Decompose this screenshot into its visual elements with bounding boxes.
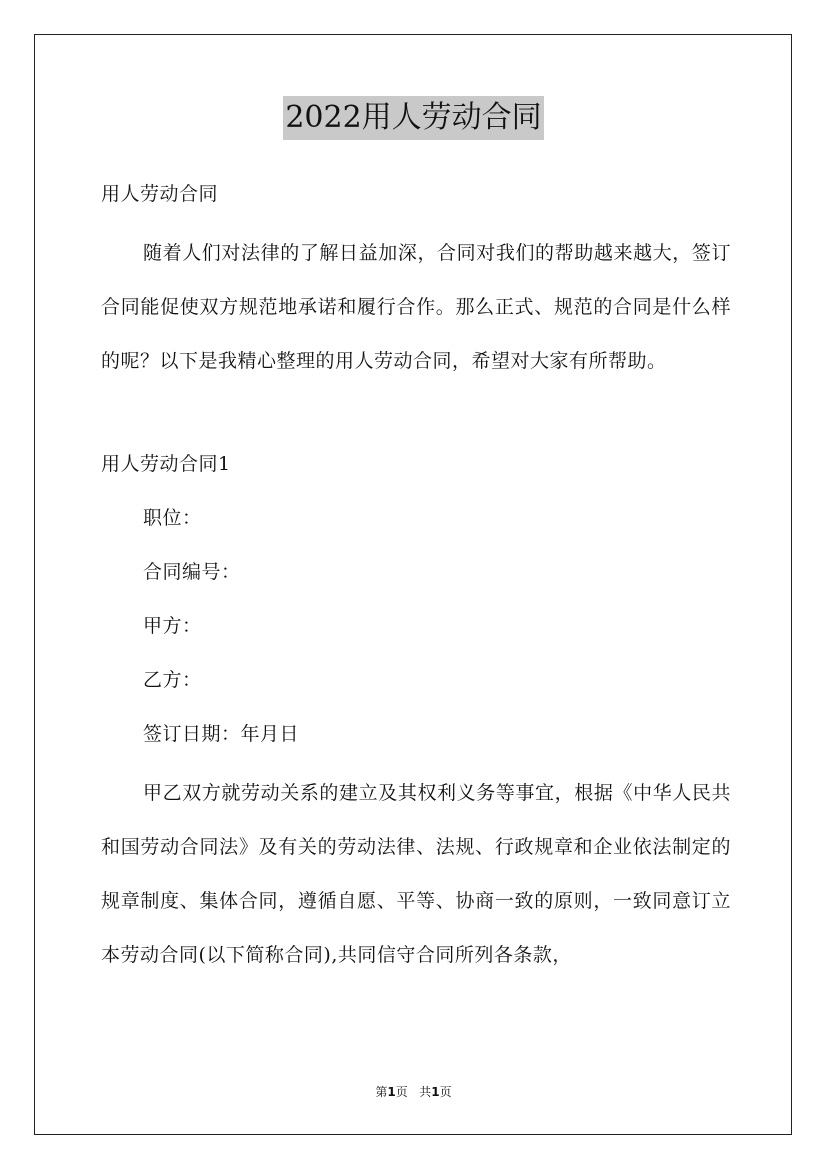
paragraph-gap (101, 388, 731, 442)
footer-total-prefix: 共 (419, 1085, 432, 1099)
footer-page-number: 1 (387, 1085, 396, 1099)
intro-paragraph: 随着人们对法律的了解日益加深，合同对我们的帮助越来越大，签订合同能促使双方规范地承诺和履行合作。那么正式、规范的合同是什么样的呢？以下是我精心整理的用人劳动合同，希望对大家有所帮助。 (101, 242, 731, 372)
position-field: 职位： (143, 507, 202, 529)
document-subtitle: 用人劳动合同 (101, 183, 219, 205)
title-container (0, 96, 827, 140)
footer-page-suffix: 页 (395, 1085, 408, 1099)
document-body (101, 172, 731, 982)
contract-number-field: 合同编号： (143, 561, 241, 583)
footer-total-suffix: 页 (439, 1085, 452, 1099)
section-heading: 用人劳动合同1 (101, 453, 231, 475)
page-footer (0, 1083, 827, 1100)
footer-total-pages: 1 (431, 1085, 440, 1099)
document-title: 2022用人劳动合同 (283, 96, 543, 140)
body-paragraph: 甲乙双方就劳动关系的建立及其权利义务等事宜，根据《中华人民共和国劳动合同法》及有关的劳动法律、法规、行政规章和企业依法制定的规章制度、集体合同，遵循自愿、平等、协商一致的原则，一致同意订立本劳动合同(以下简称合同),共同信守合同所列各条款， (101, 782, 731, 966)
sign-date-field: 签订日期：年月日 (143, 723, 300, 745)
footer-page-prefix: 第 (375, 1085, 388, 1099)
party-b-field: 乙方： (143, 669, 202, 691)
party-a-field: 甲方： (143, 615, 202, 637)
